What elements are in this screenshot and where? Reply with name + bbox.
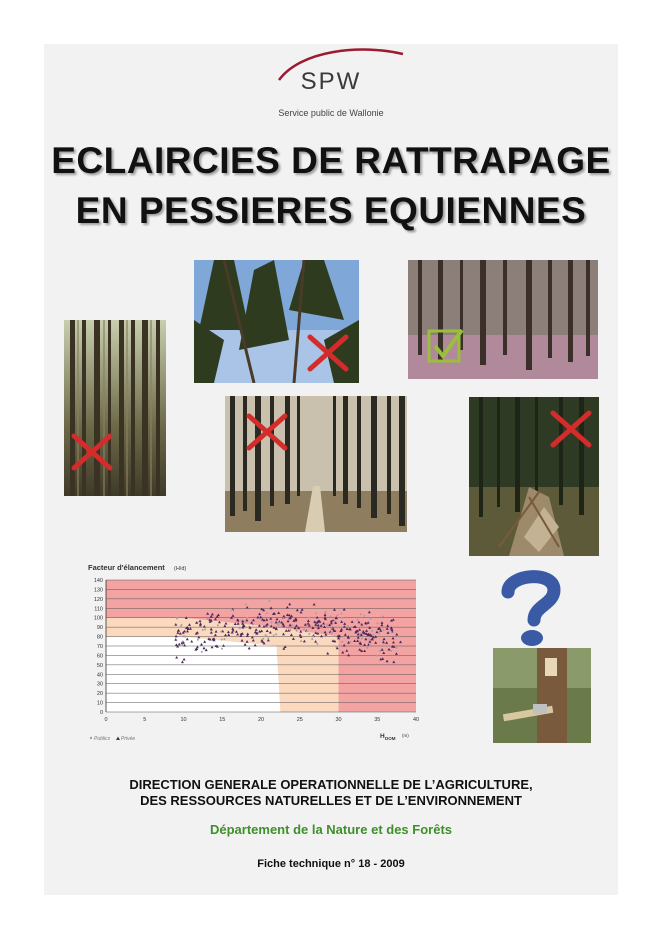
x-tick-label: 40: [412, 717, 420, 723]
y-tick-label: 40: [96, 672, 103, 679]
point-publics: [382, 629, 384, 631]
cross-mark-icon: [549, 409, 593, 449]
x-tick-label: 10: [180, 717, 187, 723]
y-tick-label: 140: [93, 578, 103, 584]
y-tick-label: 50: [96, 662, 103, 669]
x-tick-label: 15: [219, 717, 226, 723]
legend-marker-publics: [90, 737, 92, 739]
y-tick-label: 90: [96, 625, 103, 632]
point-publics: [382, 616, 384, 618]
point-publics: [360, 613, 362, 615]
question-mark-icon: [500, 568, 562, 648]
point-publics: [377, 622, 379, 624]
point-publics: [181, 644, 183, 646]
cross-mark-icon: [70, 432, 114, 472]
legend-marker-privee: [116, 737, 120, 741]
point-publics: [396, 647, 398, 649]
point-publics: [371, 630, 373, 632]
point-publics: [325, 611, 327, 613]
point-publics: [265, 634, 267, 636]
point-publics: [390, 631, 392, 633]
point-publics: [223, 638, 225, 640]
point-publics: [183, 635, 185, 637]
point-publics: [308, 617, 310, 619]
point-publics: [311, 638, 313, 640]
x-tick-label: 20: [257, 717, 265, 723]
point-publics: [291, 624, 293, 626]
y-tick-label: 130: [93, 587, 103, 594]
point-publics: [201, 651, 203, 653]
photo-windthrow-stand: [469, 397, 599, 556]
point-publics: [207, 618, 209, 620]
point-publics: [271, 621, 273, 623]
y-tick-label: 60: [96, 653, 103, 660]
point-publics: [246, 617, 248, 619]
y-tick-label: 10: [96, 700, 103, 707]
point-publics: [331, 628, 333, 630]
point-publics: [231, 609, 233, 611]
footer-fiche: Fiche technique n° 18 - 2009: [257, 858, 405, 870]
chart: [86, 562, 426, 747]
y-tick-label: 0: [99, 710, 103, 716]
point-publics: [372, 634, 374, 636]
point-publics: [217, 624, 219, 626]
point-publics: [303, 628, 305, 630]
y-tick-label: 110: [94, 606, 103, 613]
point-publics: [245, 621, 247, 623]
point-publics: [390, 650, 392, 652]
photo-tree-measurement: [493, 648, 591, 743]
spw-logo: [231, 46, 431, 126]
footer-direction-line-2: DES RESSOURCES NATURELLES ET DE L’ENVIRONNEMENT: [140, 793, 522, 808]
y-tick-label: 80: [96, 634, 103, 641]
x-axis-label-sub: DOM: [385, 736, 396, 741]
point-publics: [308, 633, 310, 635]
point-publics: [369, 638, 371, 640]
point-publics: [296, 630, 298, 632]
y-tick-label: 100: [93, 615, 103, 622]
logo-subtitle: Service public de Wallonie: [278, 108, 384, 118]
point-publics: [267, 637, 269, 639]
x-tick-label: 30: [335, 717, 342, 723]
point-publics: [273, 634, 275, 636]
point-publics: [321, 627, 323, 629]
point-publics: [341, 641, 343, 643]
point-publics: [204, 628, 206, 630]
point-publics: [262, 638, 264, 640]
point-publics: [378, 632, 380, 634]
y-tick-label: 20: [96, 691, 103, 698]
point-publics: [347, 625, 349, 627]
point-publics: [329, 615, 331, 617]
title-line-1: ECLAIRCIES DE RATTRAPAGE: [51, 140, 611, 181]
photo-spruce-stand-thinned: [408, 260, 598, 379]
point-publics: [239, 627, 241, 629]
point-publics: [397, 635, 399, 637]
legend-label-privee: Privée: [121, 736, 136, 742]
point-publics: [269, 600, 271, 602]
chart-title-unit: (H/d): [174, 566, 187, 572]
legend-label-publics: Publics: [94, 736, 111, 742]
point-publics: [277, 624, 279, 626]
point-publics: [326, 624, 328, 626]
point-publics: [332, 618, 334, 620]
y-tick-label: 30: [96, 681, 103, 688]
point-publics: [300, 640, 302, 642]
point-publics: [364, 615, 366, 617]
point-publics: [315, 612, 317, 614]
point-publics: [361, 638, 363, 640]
point-publics: [370, 618, 372, 620]
point-publics: [211, 630, 213, 632]
point-publics: [316, 643, 318, 645]
chart-svg: [86, 562, 426, 747]
point-publics: [289, 629, 291, 631]
y-tick-label: 120: [93, 596, 103, 603]
chart-y-ticks: [94, 578, 103, 716]
point-publics: [221, 648, 223, 650]
point-publics: [379, 650, 381, 652]
logo-brand: SPW: [300, 68, 362, 95]
point-publics: [220, 631, 222, 633]
x-tick-label: 5: [143, 717, 147, 723]
point-publics: [202, 629, 204, 631]
title-line-2: EN PESSIERES EQUIENNES: [75, 190, 587, 231]
point-publics: [182, 641, 184, 643]
point-publics: [283, 617, 285, 619]
point-publics: [278, 622, 280, 624]
point-publics: [245, 603, 247, 605]
point-publics: [366, 647, 368, 649]
chart-legend: [90, 736, 136, 742]
point-publics: [221, 639, 223, 641]
point-publics: [266, 612, 268, 614]
chart-title: Facteur d'élancement: [88, 563, 165, 572]
x-tick-label: 0: [104, 717, 108, 723]
point-publics: [275, 633, 277, 635]
check-mark-icon: [426, 326, 466, 366]
x-tick-label: 25: [296, 717, 303, 723]
point-publics: [340, 612, 342, 614]
point-publics: [376, 654, 378, 656]
point-publics: [306, 630, 308, 632]
point-publics: [197, 639, 199, 641]
point-publics: [350, 641, 352, 643]
chart-x-ticks: [104, 717, 419, 723]
photo-spruce-crowns-sky: [194, 260, 359, 383]
x-tick-label: 35: [374, 717, 381, 723]
point-publics: [176, 618, 178, 620]
point-publics: [312, 635, 314, 637]
cross-mark-icon: [306, 333, 350, 373]
footer-direction-line-1: DIRECTION GENERALE OPERATIONNELLE DE L’AGRICULTURE,: [129, 777, 533, 792]
point-publics: [252, 623, 254, 625]
point-publics: [331, 631, 333, 633]
y-tick-label: 70: [96, 644, 103, 650]
footer-department: Département de la Nature et des Forêts: [209, 822, 453, 837]
photo-spruce-stand-rows: [225, 396, 407, 532]
point-publics: [341, 617, 343, 619]
point-publics: [369, 644, 371, 646]
point-publics: [180, 625, 182, 627]
point-publics: [356, 619, 358, 621]
photo-spruce-stand-dense: [64, 320, 166, 496]
cross-mark-icon: [245, 412, 289, 452]
x-axis-label: H: [380, 733, 385, 740]
point-publics: [337, 614, 339, 616]
x-axis-label-unit: (m): [402, 733, 409, 738]
